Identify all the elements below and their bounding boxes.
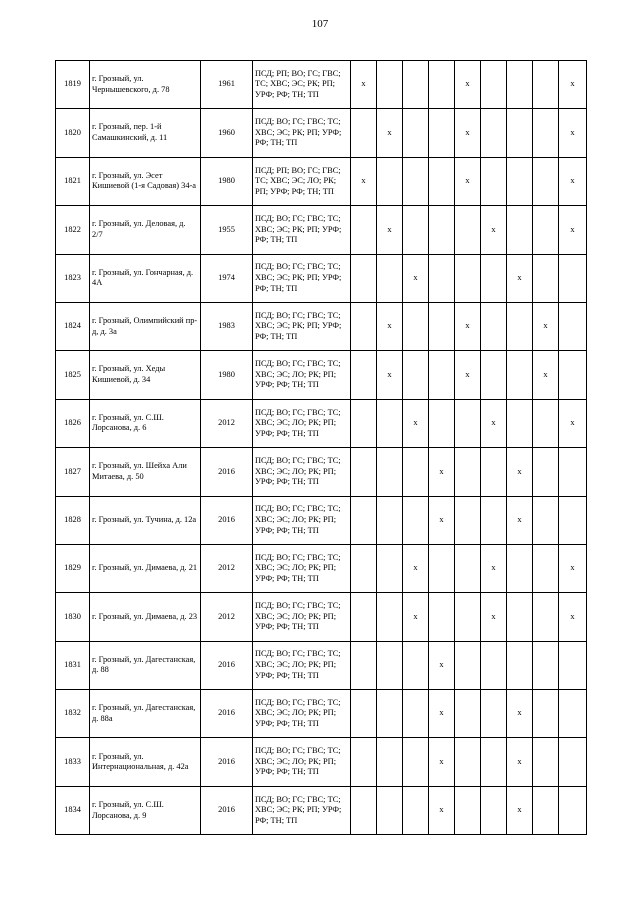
row-number-cell: 1825 <box>56 351 90 399</box>
mark-cell <box>507 641 533 689</box>
mark-cell <box>455 399 481 447</box>
mark-cell <box>455 641 481 689</box>
table-row <box>56 786 587 834</box>
mark-cell <box>429 399 455 447</box>
address-cell: г. Грозный, ул. Чернышевского, д. 78 <box>90 61 201 109</box>
table-row <box>56 641 587 689</box>
mark-cell <box>507 206 533 254</box>
mark-cell: х <box>533 302 559 350</box>
address-cell: г. Грозный, ул. Эсет Кишиевой (1-я Садовая) 34-а <box>90 157 201 205</box>
work-codes-cell: ПСД; ВО; ГС; ГВС; ТС; ХВС; ЭС; ЛО; РК; РП; УРФ; РФ; ТН; ТП <box>253 738 351 786</box>
mark-cell <box>559 738 587 786</box>
work-codes-cell: ПСД; ВО; ГС; ГВС; ТС; ХВС; ЭС; ЛО; РК; РП; УРФ; РФ; ТН; ТП <box>253 544 351 592</box>
table-row <box>56 496 587 544</box>
row-number-cell: 1820 <box>56 109 90 157</box>
mark-cell <box>533 254 559 302</box>
address-cell: г. Грозный, ул. Дагестанская, д. 88а <box>90 690 201 738</box>
row-number-cell: 1821 <box>56 157 90 205</box>
mark-cell <box>429 302 455 350</box>
mark-cell <box>507 109 533 157</box>
mark-cell <box>481 641 507 689</box>
mark-cell <box>377 448 403 496</box>
mark-cell <box>429 593 455 641</box>
work-codes-cell: ПСД; ВО; ГС; ГВС; ТС; ХВС; ЭС; РК; РП; УРФ; РФ; ТН; ТП <box>253 254 351 302</box>
mark-cell <box>377 157 403 205</box>
mark-cell: х <box>559 61 587 109</box>
mark-cell <box>533 399 559 447</box>
mark-cell <box>351 496 377 544</box>
mark-cell: х <box>507 786 533 834</box>
mark-cell <box>377 254 403 302</box>
mark-cell <box>507 302 533 350</box>
mark-cell <box>377 690 403 738</box>
mark-cell <box>559 448 587 496</box>
work-codes-cell: ПСД; ВО; ГС; ГВС; ТС; ХВС; ЭС; ЛО; РК; РП; УРФ; РФ; ТН; ТП <box>253 690 351 738</box>
table-row <box>56 399 587 447</box>
mark-cell <box>351 544 377 592</box>
mark-cell <box>507 157 533 205</box>
mark-cell <box>403 496 429 544</box>
mark-cell <box>351 690 377 738</box>
mark-cell <box>403 786 429 834</box>
mark-cell: х <box>481 544 507 592</box>
work-codes-cell: ПСД; ВО; ГС; ГВС; ТС; ХВС; ЭС; РК; РП; УРФ; РФ; ТН; ТП <box>253 786 351 834</box>
address-cell: г. Грозный, Олимпийский пр-д, д. 3а <box>90 302 201 350</box>
mark-cell <box>533 593 559 641</box>
mark-cell: х <box>455 61 481 109</box>
address-cell: г. Грозный, ул. Димаева, д. 21 <box>90 544 201 592</box>
mark-cell <box>507 351 533 399</box>
mark-cell: х <box>351 157 377 205</box>
year-cell: 1980 <box>201 157 253 205</box>
mark-cell: х <box>507 254 533 302</box>
mark-cell <box>351 109 377 157</box>
mark-cell: х <box>429 641 455 689</box>
mark-cell <box>351 206 377 254</box>
mark-cell <box>481 496 507 544</box>
row-number-cell: 1830 <box>56 593 90 641</box>
address-cell: г. Грозный, ул. С.Ш. Лорсанова, д. 9 <box>90 786 201 834</box>
mark-cell: х <box>351 61 377 109</box>
address-cell: г. Грозный, ул. Деловая, д. 2/7 <box>90 206 201 254</box>
row-number-cell: 1829 <box>56 544 90 592</box>
table-row <box>56 351 587 399</box>
mark-cell <box>559 302 587 350</box>
mark-cell <box>481 351 507 399</box>
year-cell: 2016 <box>201 690 253 738</box>
mark-cell <box>377 738 403 786</box>
row-number-cell: 1828 <box>56 496 90 544</box>
mark-cell: х <box>377 206 403 254</box>
mark-cell <box>455 448 481 496</box>
mark-cell: х <box>377 351 403 399</box>
mark-cell <box>429 351 455 399</box>
mark-cell: х <box>429 738 455 786</box>
mark-cell: х <box>507 690 533 738</box>
mark-cell <box>403 302 429 350</box>
mark-cell <box>481 157 507 205</box>
row-number-cell: 1822 <box>56 206 90 254</box>
work-codes-cell: ПСД; ВО; ГС; ГВС; ТС; ХВС; ЭС; ЛО; РК; РП; УРФ; РФ; ТН; ТП <box>253 593 351 641</box>
mark-cell: х <box>481 593 507 641</box>
mark-cell: х <box>559 157 587 205</box>
mark-cell <box>403 448 429 496</box>
year-cell: 1961 <box>201 61 253 109</box>
mark-cell <box>455 544 481 592</box>
mark-cell <box>377 496 403 544</box>
mark-cell <box>455 593 481 641</box>
table-row <box>56 302 587 350</box>
mark-cell <box>507 544 533 592</box>
mark-cell <box>481 786 507 834</box>
mark-cell <box>455 786 481 834</box>
mark-cell: х <box>429 690 455 738</box>
mark-cell <box>403 641 429 689</box>
year-cell: 2016 <box>201 496 253 544</box>
year-cell: 1980 <box>201 351 253 399</box>
mark-cell: х <box>507 738 533 786</box>
mark-cell <box>481 109 507 157</box>
mark-cell <box>559 351 587 399</box>
table-row <box>56 254 587 302</box>
mark-cell <box>481 738 507 786</box>
mark-cell <box>351 738 377 786</box>
address-cell: г. Грозный, ул. Интернациональная, д. 42а <box>90 738 201 786</box>
row-number-cell: 1827 <box>56 448 90 496</box>
mark-cell: х <box>403 544 429 592</box>
mark-cell <box>429 157 455 205</box>
work-codes-cell: ПСД; ВО; ГС; ГВС; ТС; ХВС; ЭС; ЛО; РК; РП; УРФ; РФ; ТН; ТП <box>253 399 351 447</box>
mark-cell <box>533 206 559 254</box>
mark-cell <box>533 786 559 834</box>
work-codes-cell: ПСД; ВО; ГС; ГВС; ТС; ХВС; ЭС; ЛО; РК; РП; УРФ; РФ; ТН; ТП <box>253 496 351 544</box>
mark-cell <box>507 61 533 109</box>
mark-cell <box>403 109 429 157</box>
row-number-cell: 1819 <box>56 61 90 109</box>
mark-cell <box>559 786 587 834</box>
address-cell: г. Грозный, ул. Дагестанская, д. 88 <box>90 641 201 689</box>
mark-cell <box>533 157 559 205</box>
mark-cell <box>377 786 403 834</box>
mark-cell <box>429 61 455 109</box>
table-body <box>56 61 587 835</box>
year-cell: 2012 <box>201 544 253 592</box>
mark-cell: х <box>429 448 455 496</box>
year-cell: 1974 <box>201 254 253 302</box>
mark-cell <box>351 448 377 496</box>
address-cell: г. Грозный, ул. Гончарная, д. 4А <box>90 254 201 302</box>
row-number-cell: 1832 <box>56 690 90 738</box>
table-row <box>56 544 587 592</box>
mark-cell <box>455 690 481 738</box>
mark-cell <box>481 448 507 496</box>
mark-cell <box>377 544 403 592</box>
row-number-cell: 1826 <box>56 399 90 447</box>
work-codes-cell: ПСД; РП; ВО; ГС; ГВС; ТС; ХВС; ЭС; РК; РП; УРФ; РФ; ТН; ТП <box>253 61 351 109</box>
row-number-cell: 1824 <box>56 302 90 350</box>
table-row <box>56 690 587 738</box>
year-cell: 2016 <box>201 738 253 786</box>
mark-cell <box>351 641 377 689</box>
mark-cell <box>533 496 559 544</box>
mark-cell <box>403 157 429 205</box>
table-row <box>56 157 587 205</box>
mark-cell <box>559 690 587 738</box>
mark-cell <box>533 61 559 109</box>
mark-cell <box>351 786 377 834</box>
mark-cell: х <box>559 109 587 157</box>
mark-cell: х <box>455 302 481 350</box>
buildings-table <box>55 60 587 835</box>
mark-cell: х <box>533 351 559 399</box>
mark-cell <box>455 738 481 786</box>
year-cell: 2016 <box>201 786 253 834</box>
mark-cell: х <box>377 109 403 157</box>
mark-cell: х <box>559 399 587 447</box>
mark-cell <box>429 254 455 302</box>
row-number-cell: 1833 <box>56 738 90 786</box>
mark-cell <box>507 399 533 447</box>
work-codes-cell: ПСД; ВО; ГС; ГВС; ТС; ХВС; ЭС; ЛО; РК; РП; УРФ; РФ; ТН; ТП <box>253 448 351 496</box>
year-cell: 2016 <box>201 448 253 496</box>
table-row <box>56 61 587 109</box>
mark-cell <box>481 302 507 350</box>
mark-cell: х <box>377 302 403 350</box>
address-cell: г. Грозный, ул. Хеды Кишиевой, д. 34 <box>90 351 201 399</box>
mark-cell: х <box>455 109 481 157</box>
mark-cell: х <box>481 206 507 254</box>
mark-cell <box>377 593 403 641</box>
address-cell: г. Грозный, ул. Димаева, д. 23 <box>90 593 201 641</box>
mark-cell <box>351 399 377 447</box>
table-row <box>56 593 587 641</box>
mark-cell: х <box>403 593 429 641</box>
table-row <box>56 206 587 254</box>
address-cell: г. Грозный, ул. Шейха Али Митаева, д. 50 <box>90 448 201 496</box>
mark-cell: х <box>429 496 455 544</box>
mark-cell <box>533 641 559 689</box>
mark-cell: х <box>403 399 429 447</box>
work-codes-cell: ПСД; РП; ВО; ГС; ГВС; ТС; ХВС; ЭС; ЛО; РК; РП; УРФ; РФ; ТН; ТП <box>253 157 351 205</box>
mark-cell <box>481 690 507 738</box>
mark-cell <box>455 254 481 302</box>
page-number: 107 <box>311 18 329 30</box>
mark-cell: х <box>507 448 533 496</box>
year-cell: 1983 <box>201 302 253 350</box>
mark-cell: х <box>403 254 429 302</box>
mark-cell <box>377 641 403 689</box>
year-cell: 2012 <box>201 399 253 447</box>
address-cell: г. Грозный, ул. С.Ш. Лорсанова, д. 6 <box>90 399 201 447</box>
mark-cell <box>351 351 377 399</box>
mark-cell: х <box>559 206 587 254</box>
mark-cell <box>429 109 455 157</box>
mark-cell <box>481 61 507 109</box>
mark-cell <box>429 206 455 254</box>
row-number-cell: 1823 <box>56 254 90 302</box>
mark-cell <box>559 496 587 544</box>
work-codes-cell: ПСД; ВО; ГС; ГВС; ТС; ХВС; ЭС; ЛО; РК; РП; УРФ; РФ; ТН; ТП <box>253 641 351 689</box>
year-cell: 1955 <box>201 206 253 254</box>
mark-cell <box>403 206 429 254</box>
mark-cell: х <box>455 157 481 205</box>
year-cell: 2012 <box>201 593 253 641</box>
table-row <box>56 109 587 157</box>
mark-cell <box>403 61 429 109</box>
mark-cell <box>351 593 377 641</box>
mark-cell: х <box>481 399 507 447</box>
year-cell: 2016 <box>201 641 253 689</box>
mark-cell <box>559 254 587 302</box>
mark-cell <box>559 641 587 689</box>
address-cell: г. Грозный, пер. 1-й Самашкинский, д. 11 <box>90 109 201 157</box>
mark-cell <box>533 109 559 157</box>
mark-cell <box>455 496 481 544</box>
mark-cell: х <box>429 786 455 834</box>
mark-cell <box>403 738 429 786</box>
work-codes-cell: ПСД; ВО; ГС; ГВС; ТС; ХВС; ЭС; РК; РП; УРФ; РФ; ТН; ТП <box>253 302 351 350</box>
row-number-cell: 1831 <box>56 641 90 689</box>
mark-cell <box>481 254 507 302</box>
mark-cell <box>403 351 429 399</box>
work-codes-cell: ПСД; ВО; ГС; ГВС; ТС; ХВС; ЭС; ЛО; РК; РП; УРФ; РФ; ТН; ТП <box>253 351 351 399</box>
mark-cell <box>533 448 559 496</box>
mark-cell <box>533 690 559 738</box>
mark-cell: х <box>559 593 587 641</box>
mark-cell <box>377 61 403 109</box>
mark-cell <box>351 302 377 350</box>
mark-cell <box>507 593 533 641</box>
mark-cell <box>377 399 403 447</box>
address-cell: г. Грозный, ул. Тучина, д. 12а <box>90 496 201 544</box>
mark-cell <box>533 738 559 786</box>
mark-cell <box>533 544 559 592</box>
mark-cell <box>429 544 455 592</box>
mark-cell <box>455 206 481 254</box>
table-row <box>56 738 587 786</box>
mark-cell: х <box>455 351 481 399</box>
work-codes-cell: ПСД; ВО; ГС; ГВС; ТС; ХВС; ЭС; РК; РП; УРФ; РФ; ТН; ТП <box>253 109 351 157</box>
mark-cell <box>403 690 429 738</box>
mark-cell <box>351 254 377 302</box>
mark-cell: х <box>559 544 587 592</box>
year-cell: 1960 <box>201 109 253 157</box>
mark-cell: х <box>507 496 533 544</box>
row-number-cell: 1834 <box>56 786 90 834</box>
table-row <box>56 448 587 496</box>
work-codes-cell: ПСД; ВО; ГС; ГВС; ТС; ХВС; ЭС; РК; РП; УРФ; РФ; ТН; ТП <box>253 206 351 254</box>
